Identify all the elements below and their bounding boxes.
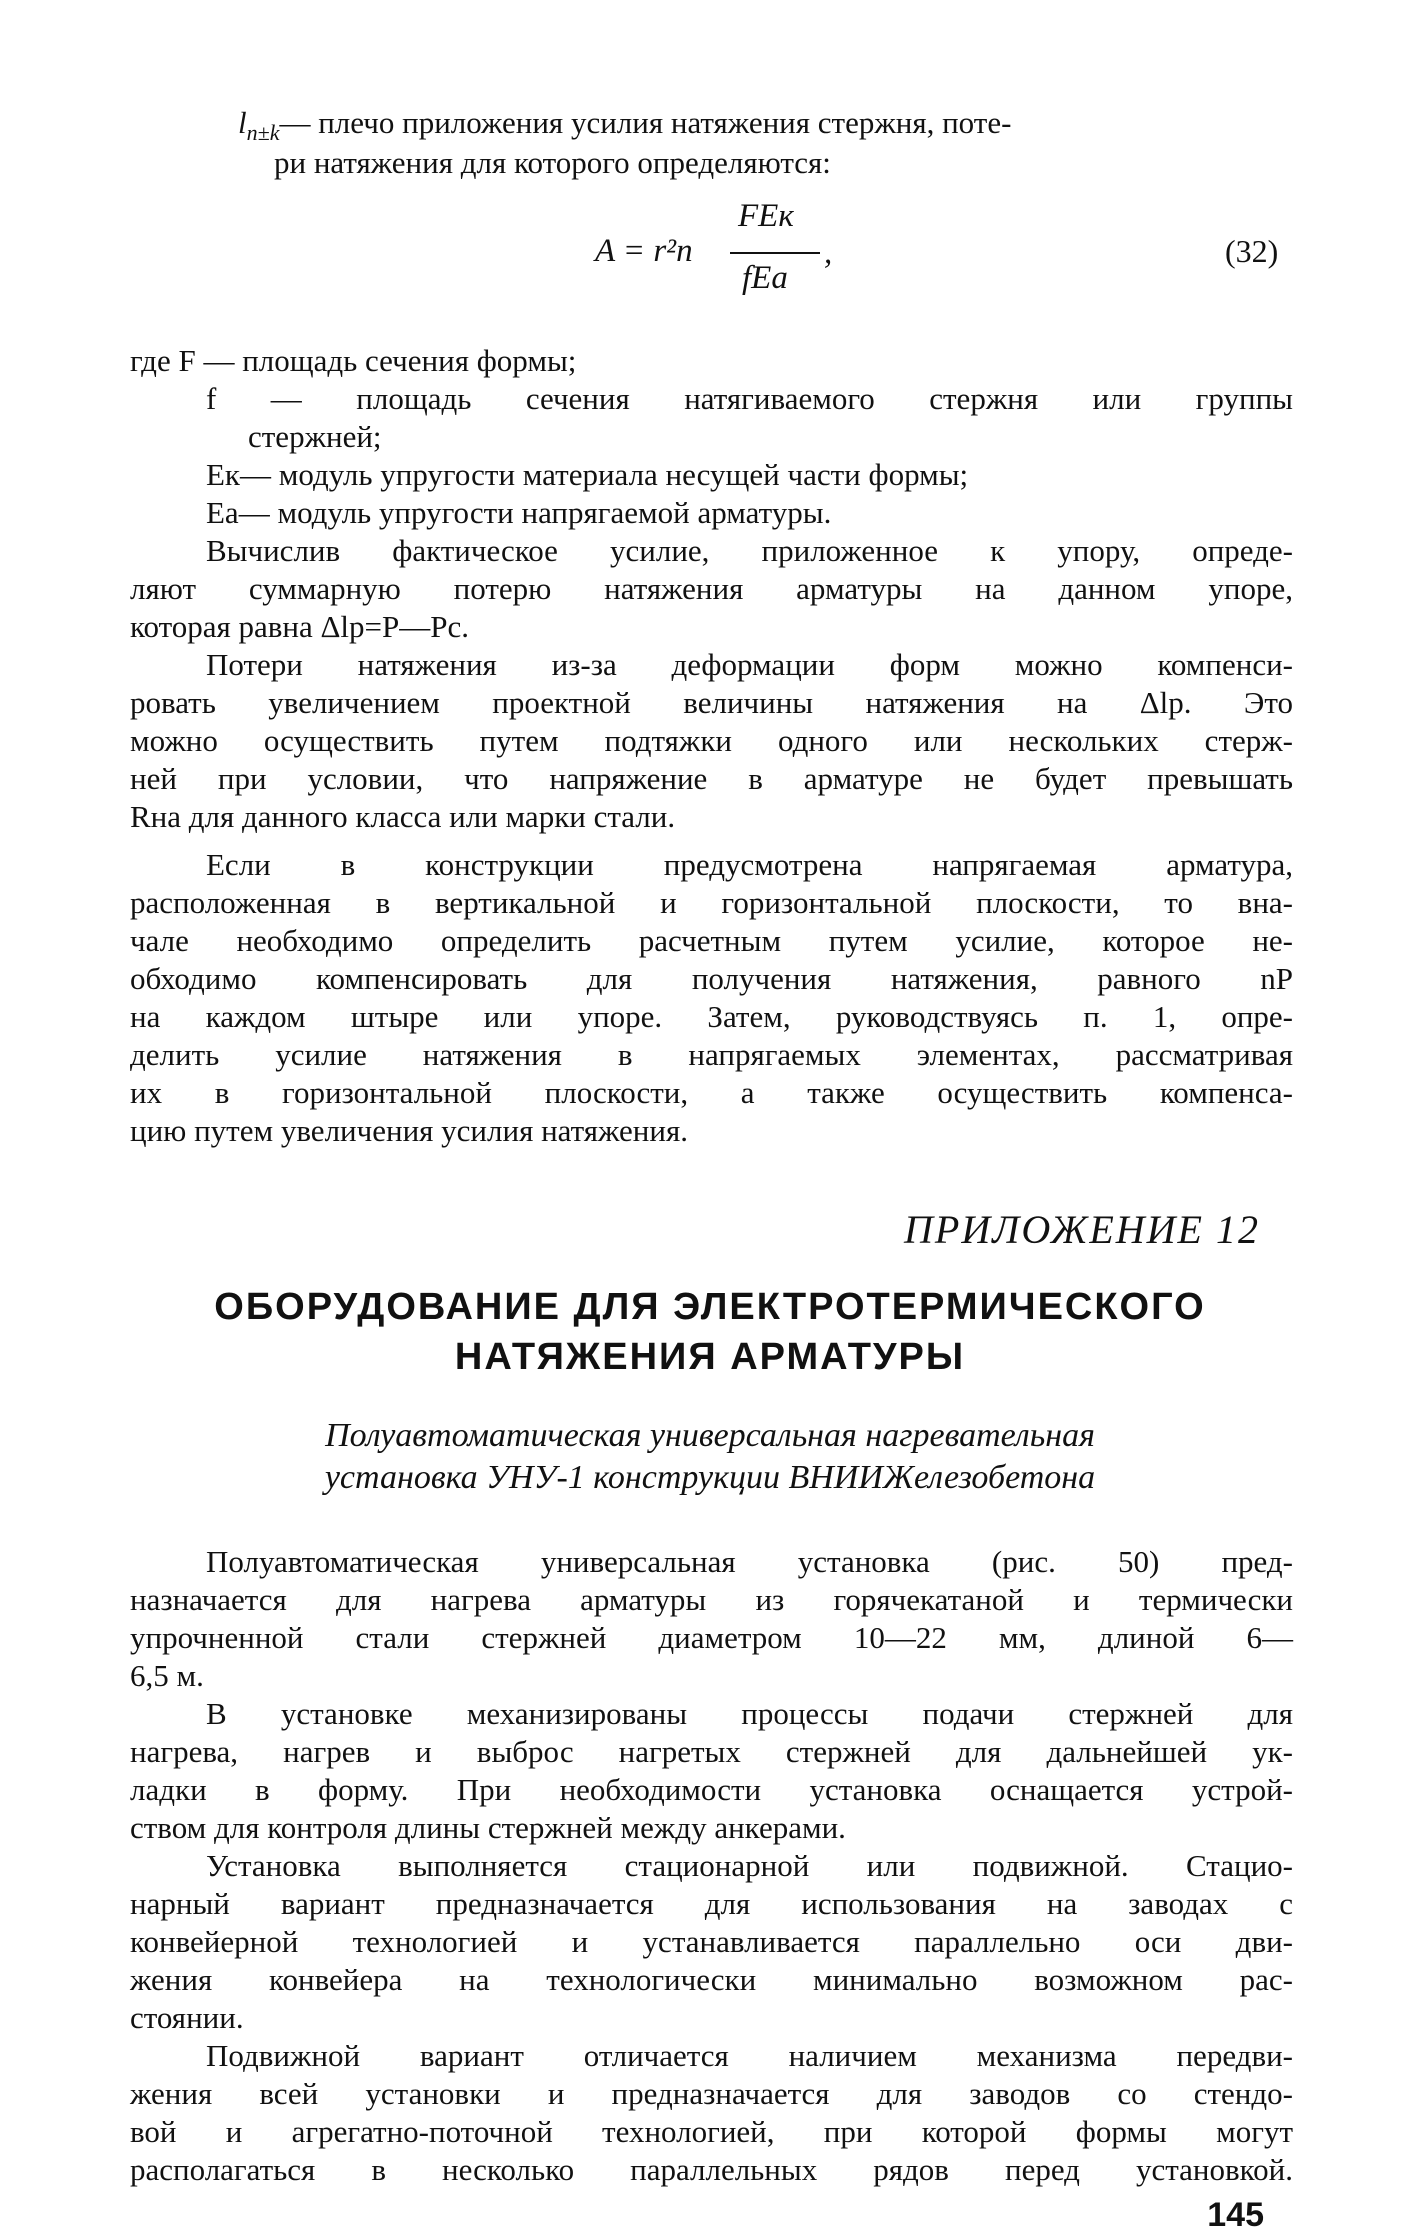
formula-number: (32) [1225, 233, 1279, 269]
para6-line-1: Установка выполняется стационарной или подвижной. Стацио- [206, 1848, 1293, 1883]
para3-line-5: на каждом штыре или упоре. Затем, руководствуясь п. 1, опре- [130, 999, 1293, 1034]
para4-line-2: назначается для нагрева арматуры из горячекатаной и термически [130, 1582, 1293, 1617]
formula-lhs: A = r²n [595, 233, 693, 269]
para3-line-6: делить усилие натяжения в напрягаемых элементах, рассматривая [130, 1037, 1293, 1072]
para2-line-4: ней при условии, что напряжение в арматуре не будет превышать [130, 761, 1293, 796]
section-heading-line-1: ОБОРУДОВАНИЕ ДЛЯ ЭЛЕКТРОТЕРМИЧЕСКОГО [214, 1286, 1206, 1328]
para3-line-1: Если в конструкции предусмотрена напрягаемая арматура, [206, 847, 1293, 882]
para7-line-4: располагаться в несколько параллельных рядов перед установкой. [130, 2152, 1293, 2187]
where-line-4: Eа— модуль упругости напрягаемой арматуры. [206, 495, 832, 530]
para3-line-4: обходимо компенсировать для получения натяжения, равного nP [130, 961, 1293, 996]
para6-line-4: жения конвейера на технологически минимально возможном рас- [130, 1962, 1293, 1997]
para1-line-1: Вычислив фактическое усилие, приложенное к упору, опреде- [206, 533, 1293, 568]
intro-line-2: ри натяжения для которого определяются: [274, 145, 831, 180]
where-line-3: Eк— модуль упругости материала несущей части формы; [206, 457, 969, 492]
para2-line-1: Потери натяжения из-за деформации форм можно компенси- [206, 647, 1293, 682]
para6-line-2: нарный вариант предназначается для использования на заводах с [130, 1886, 1293, 1921]
para7-line-2: жения всей установки и предназначается для заводов со стендо- [130, 2076, 1293, 2111]
para2-line-2: ровать увеличением проектной величины натяжения на Δlр. Это [130, 685, 1293, 720]
appendix-label: ПРИЛОЖЕНИЕ 12 [904, 1207, 1260, 1252]
para5-line-1: В установке механизированы процессы подачи стержней для [206, 1696, 1293, 1731]
para5-line-2: нагрева, нагрев и выброс нагретых стержней для дальнейшей ук- [130, 1734, 1293, 1769]
para5-line-4: ством для контроля длины стержней между анкерами. [130, 1810, 846, 1845]
para5-line-3: ладки в форму. При необходимости установка оснащается устрой- [130, 1772, 1293, 1807]
para2-line-5: Rна для данного класса или марки стали. [130, 799, 676, 834]
para2-line-3: можно осуществить путем подтяжки одного или нескольких стерж- [130, 723, 1293, 758]
para4-line-1: Полуавтоматическая универсальная установка (рис. 50) пред- [206, 1544, 1293, 1579]
lever-definition: — плечо приложения усилия натяжения стержня, поте- [279, 105, 1012, 140]
para4-line-4: 6,5 м. [130, 1658, 204, 1693]
para3-line-2: расположенная в вертикальной и горизонтальной плоскости, то вна- [130, 885, 1293, 920]
formula-comma: , [824, 235, 833, 271]
para6-line-3: конвейерной технологией и устанавливается параллельно оси дви- [130, 1924, 1293, 1959]
para6-line-5: стоянии. [130, 2000, 244, 2035]
subheading-line-2: установка УНУ-1 конструкции ВНИИЖелезобетона [324, 1459, 1096, 1496]
lever-term: l [238, 105, 247, 140]
where-line-2b: стержней; [248, 419, 382, 454]
section-heading-line-2: НАТЯЖЕНИЯ АРМАТУРЫ [454, 1336, 966, 1378]
para7-line-3: вой и агрегатно-поточной технологией, при которой формы могут [130, 2114, 1293, 2149]
subheading-line-1: Полуавтоматическая универсальная нагревательная [325, 1417, 1095, 1454]
where-line-2: f — площадь сечения натягиваемого стержня или группы [206, 381, 1293, 416]
para3-line-3: чале необходимо определить расчетным путем усилие, которое не- [130, 923, 1293, 958]
para1-line-2: ляют суммарную потерю натяжения арматуры на данном упоре, [130, 571, 1293, 606]
para1-line-3: которая равна Δlр=P—Pс. [130, 609, 470, 644]
para3-line-8: цию путем увеличения усилия натяжения. [130, 1113, 688, 1148]
para4-line-3: упрочненной стали стержней диаметром 10—22 мм, длиной 6— [130, 1620, 1293, 1655]
formula-denominator: fEа [742, 260, 788, 296]
lever-subscript: n±k [246, 120, 280, 146]
formula-numerator: FEк [738, 198, 794, 234]
para7-line-1: Подвижной вариант отличается наличием механизма передви- [206, 2038, 1293, 2073]
para3-line-7: их в горизонтальной плоскости, а также осуществить компенса- [130, 1075, 1293, 1110]
fraction-bar [730, 252, 820, 254]
page-number: 145 [1207, 2196, 1264, 2234]
where-line-1: где F — площадь сечения формы; [130, 343, 577, 378]
